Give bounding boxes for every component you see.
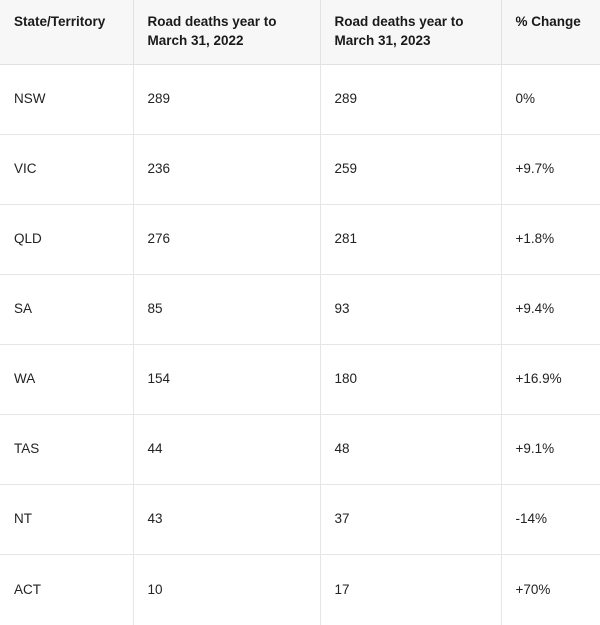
cell-state: VIC [0,135,133,205]
table-row [0,275,600,345]
cell-change: +9.7% [501,135,600,205]
cell-deaths-2022: 289 [133,65,320,135]
cell-change: 0% [501,65,600,135]
cell-deaths-2023: 93 [320,275,501,345]
cell-deaths-2022: 43 [133,485,320,555]
cell-deaths-2023: 259 [320,135,501,205]
cell-deaths-2022: 236 [133,135,320,205]
table-row [0,415,600,485]
cell-deaths-2023: 180 [320,345,501,415]
cell-deaths-2023: 17 [320,555,501,625]
column-header-deaths-2022: Road deaths year to March 31, 2022 [133,0,320,65]
cell-change: +70% [501,555,600,625]
table-header-row [0,0,600,65]
column-header-change: % Change [501,0,600,65]
column-header-state: State/Territory [0,0,133,65]
cell-change: +9.4% [501,275,600,345]
cell-deaths-2023: 37 [320,485,501,555]
table-row [0,345,600,415]
table-header [0,0,600,65]
cell-state: SA [0,275,133,345]
cell-state: ACT [0,555,133,625]
table-row [0,485,600,555]
cell-deaths-2023: 48 [320,415,501,485]
cell-deaths-2022: 10 [133,555,320,625]
cell-state: TAS [0,415,133,485]
cell-change: +16.9% [501,345,600,415]
table-row [0,205,600,275]
table-body [0,65,600,625]
column-header-deaths-2023: Road deaths year to March 31, 2023 [320,0,501,65]
cell-deaths-2022: 154 [133,345,320,415]
cell-deaths-2022: 44 [133,415,320,485]
cell-state: NT [0,485,133,555]
cell-state: WA [0,345,133,415]
cell-deaths-2022: 276 [133,205,320,275]
cell-change: -14% [501,485,600,555]
cell-change: +9.1% [501,415,600,485]
cell-deaths-2023: 289 [320,65,501,135]
table-row [0,135,600,205]
table-row [0,555,600,625]
cell-state: QLD [0,205,133,275]
cell-change: +1.8% [501,205,600,275]
cell-state: NSW [0,65,133,135]
cell-deaths-2022: 85 [133,275,320,345]
table-row [0,65,600,135]
cell-deaths-2023: 281 [320,205,501,275]
